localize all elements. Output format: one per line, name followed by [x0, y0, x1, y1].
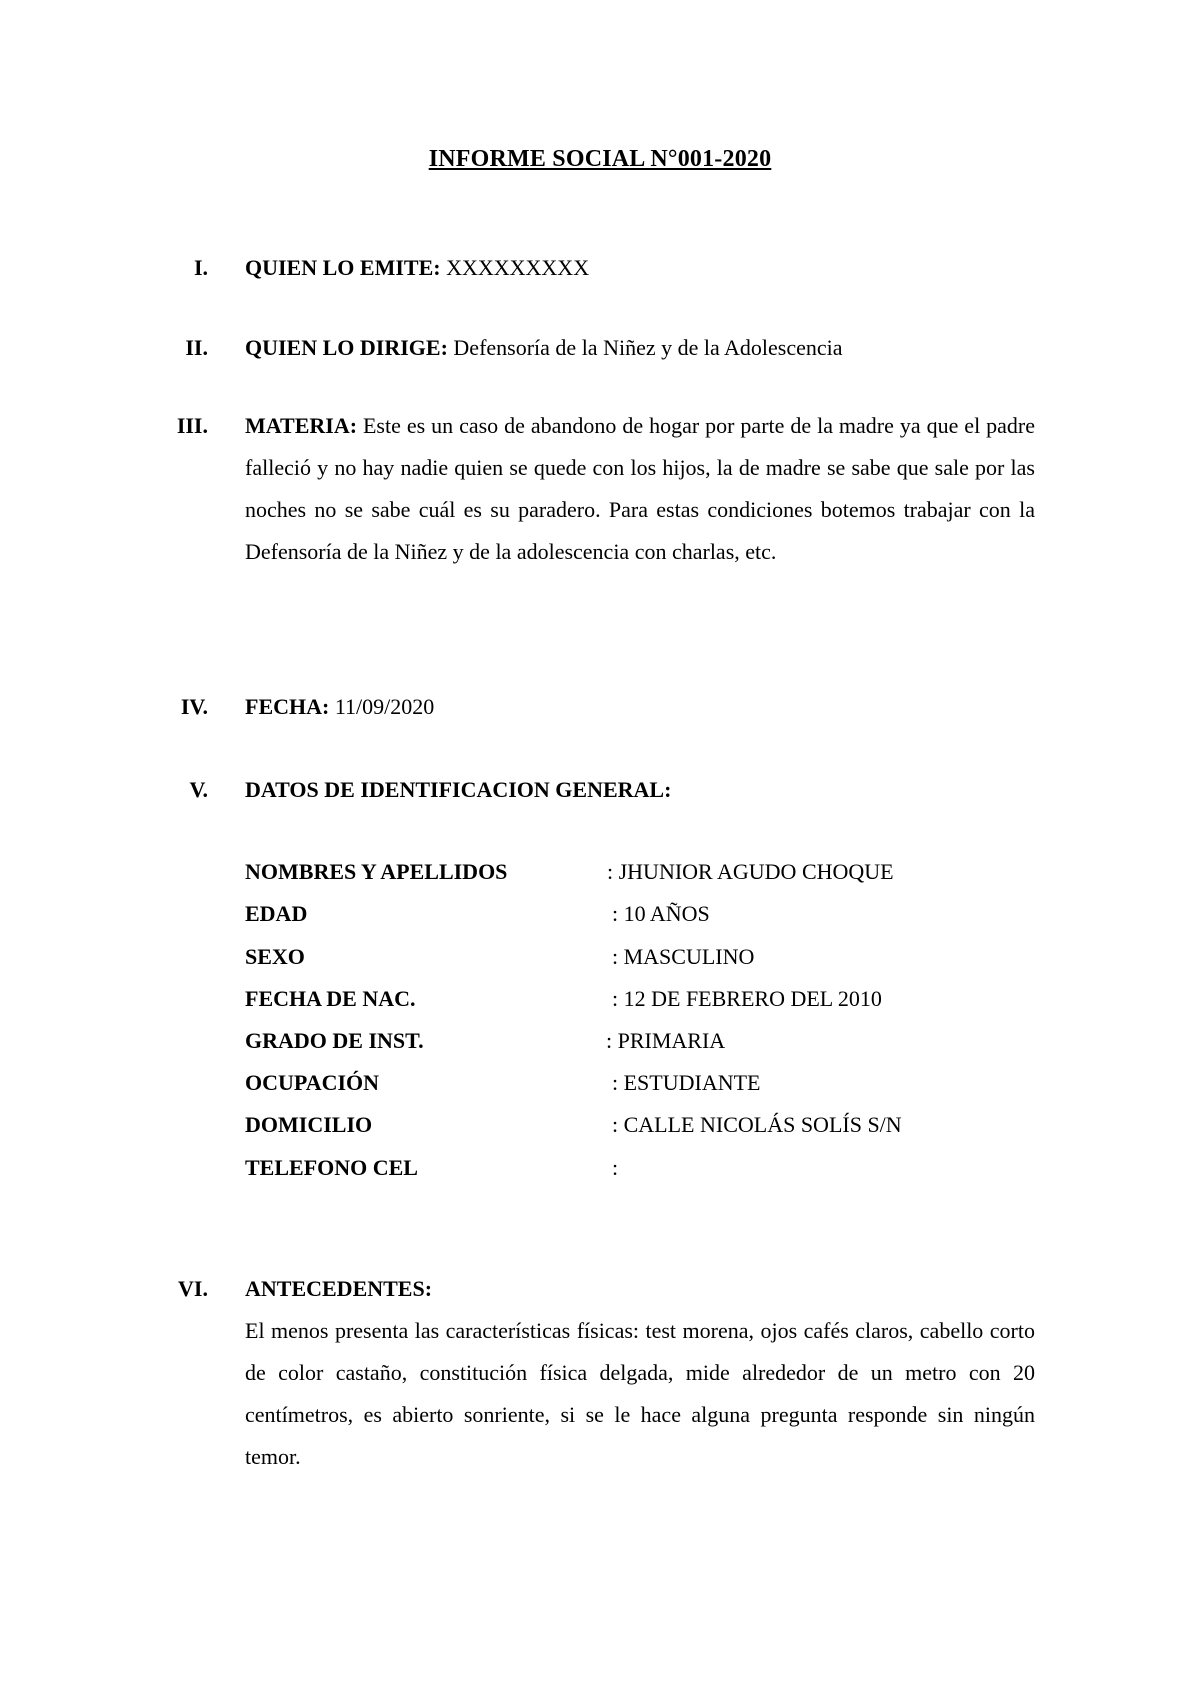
identification-row — [245, 901, 1045, 943]
identification-key: SEXO — [245, 944, 305, 969]
section-value: El menos presenta las características físicas: test morena, ojos cafés claros, cabello corto de color castaño, constitución física delgada, mide alrededor de un metro con 20 centímetros, es abierto sonriente, si se le hace alguna pregunta responde sin ningún temor. — [245, 1318, 1035, 1469]
section-content — [245, 777, 1035, 803]
identification-row — [245, 1028, 1045, 1070]
identification-key: TELEFONO CEL — [245, 1155, 418, 1180]
identification-value: : PRIMARIA — [606, 1028, 726, 1053]
identification-row — [245, 944, 1045, 986]
section-value: Defensoría de la Niñez y de la Adolescencia — [447, 335, 843, 360]
identification-row — [245, 859, 1045, 901]
section-numeral: II. — [185, 335, 208, 360]
section-label: FECHA: — [245, 694, 330, 719]
identification-row — [245, 1112, 1045, 1154]
identification-key: FECHA DE NAC. — [245, 986, 416, 1011]
identification-key: NOMBRES Y APELLIDOS — [245, 859, 508, 884]
section-numeral: V. — [189, 777, 208, 802]
section-content — [245, 1268, 1035, 1478]
section-label: QUIEN LO EMITE: — [245, 255, 441, 280]
section-numeral: III. — [176, 413, 208, 438]
section-value: XXXXXXXXX — [440, 255, 590, 280]
section-value: Este es un caso de abandono de hogar por parte de la madre ya que el padre falleció y no hay nadie quien se quede con los hijos, la de madre se sabe que sale por las noches no se sabe cuál es su paradero. Para estas condiciones botemos trabajar con la Defensoría de la Niñez y de la adolescencia con charlas, etc. — [245, 413, 1035, 564]
page-title: INFORME SOCIAL N°001-2020 — [428, 146, 772, 172]
section-content — [245, 335, 1035, 361]
section-numeral: VI. — [178, 1276, 208, 1301]
identification-row — [245, 1070, 1045, 1112]
identification-row — [245, 1155, 1045, 1197]
section-content — [245, 694, 1035, 720]
identification-value: : MASCULINO — [612, 944, 755, 969]
section-numeral: I. — [193, 255, 208, 280]
section-label: ANTECEDENTES: — [245, 1276, 433, 1301]
identification-value: : CALLE NICOLÁS SOLÍS S/N — [612, 1112, 902, 1137]
section-label: DATOS DE IDENTIFICACION GENERAL: — [245, 777, 672, 802]
section-value: 11/09/2020 — [329, 694, 435, 719]
identification-key: OCUPACIÓN — [245, 1070, 380, 1095]
section-content — [245, 405, 1035, 573]
identification-key: EDAD — [245, 901, 308, 926]
identification-value: : 10 AÑOS — [612, 901, 710, 926]
identification-value: : ESTUDIANTE — [612, 1070, 761, 1095]
identification-key: DOMICILIO — [245, 1112, 373, 1137]
section-label: QUIEN LO DIRIGE: — [245, 335, 448, 360]
identification-key: GRADO DE INST. — [245, 1028, 424, 1053]
section-label: MATERIA: — [245, 413, 358, 438]
identification-value: : — [612, 1155, 619, 1180]
identification-value: : 12 DE FEBRERO DEL 2010 — [612, 986, 882, 1011]
section-content — [245, 255, 1035, 281]
identification-row — [245, 986, 1045, 1028]
section-numeral: IV. — [180, 694, 208, 719]
identification-value: : JHUNIOR AGUDO CHOQUE — [607, 859, 894, 884]
